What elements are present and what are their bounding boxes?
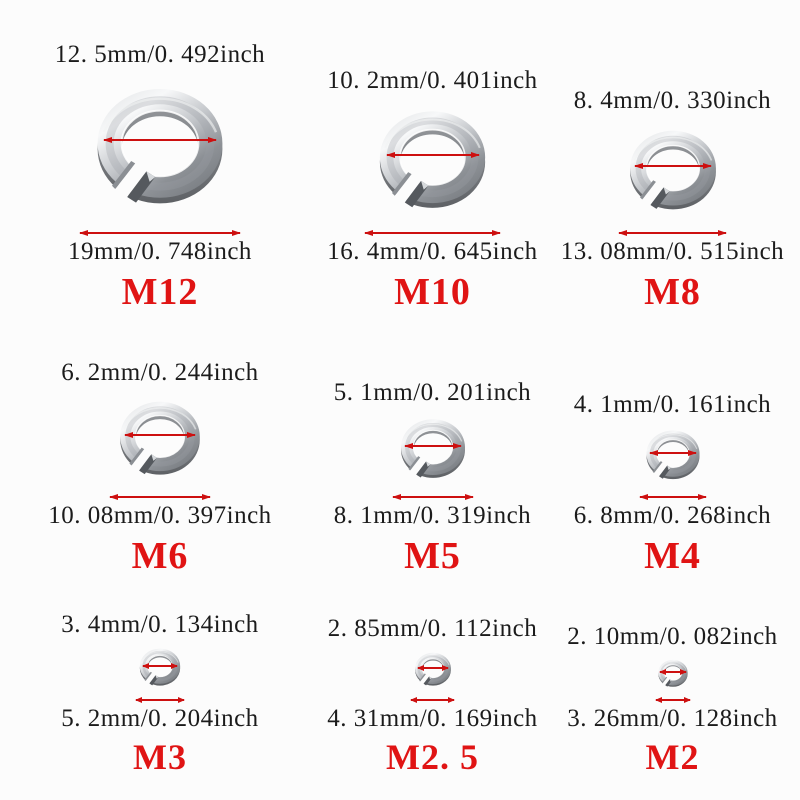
spec-cell-m4 xyxy=(545,330,800,592)
outer-diameter-text: 19mm/0. 748inch xyxy=(68,238,252,266)
washer-photo xyxy=(365,101,500,223)
outer-diameter-arrow xyxy=(393,496,473,498)
inner-diameter-arrow xyxy=(143,665,177,667)
inner-diameter-arrow xyxy=(405,445,461,447)
size-label: M3 xyxy=(133,737,187,778)
split-lock-washer-image xyxy=(392,413,474,487)
spec-cell-m3 xyxy=(0,592,320,800)
inner-diameter-text: 6. 2mm/0. 244inch xyxy=(61,358,259,386)
inner-diameter-arrow xyxy=(125,434,195,436)
outer-diameter-arrow xyxy=(411,699,454,701)
inner-diameter-text: 2. 10mm/0. 082inch xyxy=(567,622,778,650)
outer-diameter-text: 16. 4mm/0. 645inch xyxy=(327,238,538,266)
inner-diameter-text: 3. 4mm/0. 134inch xyxy=(61,610,259,638)
inner-diameter-text: 8. 4mm/0. 330inch xyxy=(573,86,772,114)
inner-diameter-text: 4. 1mm/0. 161inch xyxy=(573,390,772,418)
inner-diameter-arrow xyxy=(635,165,711,167)
outer-diameter-arrow xyxy=(80,232,240,234)
spec-cell-m10 xyxy=(320,0,545,330)
split-lock-washer-image xyxy=(639,425,707,487)
outer-diameter-text: 8. 1mm/0. 319inch xyxy=(333,502,532,530)
inner-diameter-arrow xyxy=(650,452,696,454)
outer-diameter-arrow xyxy=(110,496,210,498)
outer-diameter-text: 6. 8mm/0. 268inch xyxy=(573,502,772,530)
washer-photo xyxy=(410,650,456,690)
split-lock-washer-image xyxy=(618,121,728,223)
inner-diameter-text: 12. 5mm/0. 492inch xyxy=(54,40,266,68)
washer-photo xyxy=(134,646,186,690)
inner-diameter-text: 10. 2mm/0. 401inch xyxy=(327,66,538,94)
outer-diameter-text: 5. 2mm/0. 204inch xyxy=(61,704,259,732)
washer-photo xyxy=(618,121,728,223)
spec-cell-m6 xyxy=(0,330,320,592)
size-label: M8 xyxy=(644,271,701,314)
size-label: M2 xyxy=(645,737,700,778)
outer-diameter-arrow xyxy=(619,232,726,234)
washer-photo xyxy=(109,393,211,487)
spec-cell-m8 xyxy=(545,0,800,330)
spec-cell-m5 xyxy=(320,330,545,592)
inner-diameter-text: 2. 85mm/0. 112inch xyxy=(327,614,538,642)
washer-photo xyxy=(639,425,707,487)
washer-photo xyxy=(392,413,474,487)
outer-diameter-text: 3. 26mm/0. 128inch xyxy=(567,704,778,732)
size-label: M12 xyxy=(121,271,199,314)
split-lock-washer-image xyxy=(80,75,240,223)
inner-diameter-arrow xyxy=(387,154,479,156)
outer-diameter-arrow xyxy=(656,699,690,701)
spec-cell-m2 xyxy=(545,592,800,800)
size-label: M10 xyxy=(394,271,471,314)
outer-diameter-text: 13. 08mm/0. 515inch xyxy=(560,238,785,266)
split-lock-washer-image xyxy=(109,393,211,487)
outer-diameter-arrow xyxy=(136,699,184,701)
spec-cell-m12 xyxy=(0,0,320,330)
size-label: M6 xyxy=(131,535,189,578)
spec-cell-m2-5 xyxy=(320,592,545,800)
outer-diameter-arrow xyxy=(640,496,706,498)
washer-photo xyxy=(80,75,240,223)
size-label: M4 xyxy=(644,535,701,578)
inner-diameter-arrow xyxy=(660,671,686,673)
outer-diameter-text: 4. 31mm/0. 169inch xyxy=(327,704,538,732)
size-label: M2. 5 xyxy=(386,737,479,778)
inner-diameter-arrow xyxy=(418,667,448,669)
inner-diameter-arrow xyxy=(104,139,216,141)
split-lock-washer-image xyxy=(365,101,500,223)
outer-diameter-text: 10. 08mm/0. 397inch xyxy=(48,502,272,530)
outer-diameter-arrow xyxy=(365,232,500,234)
size-label: M5 xyxy=(404,535,461,578)
inner-diameter-text: 5. 1mm/0. 201inch xyxy=(333,378,532,406)
washer-photo xyxy=(654,658,692,690)
